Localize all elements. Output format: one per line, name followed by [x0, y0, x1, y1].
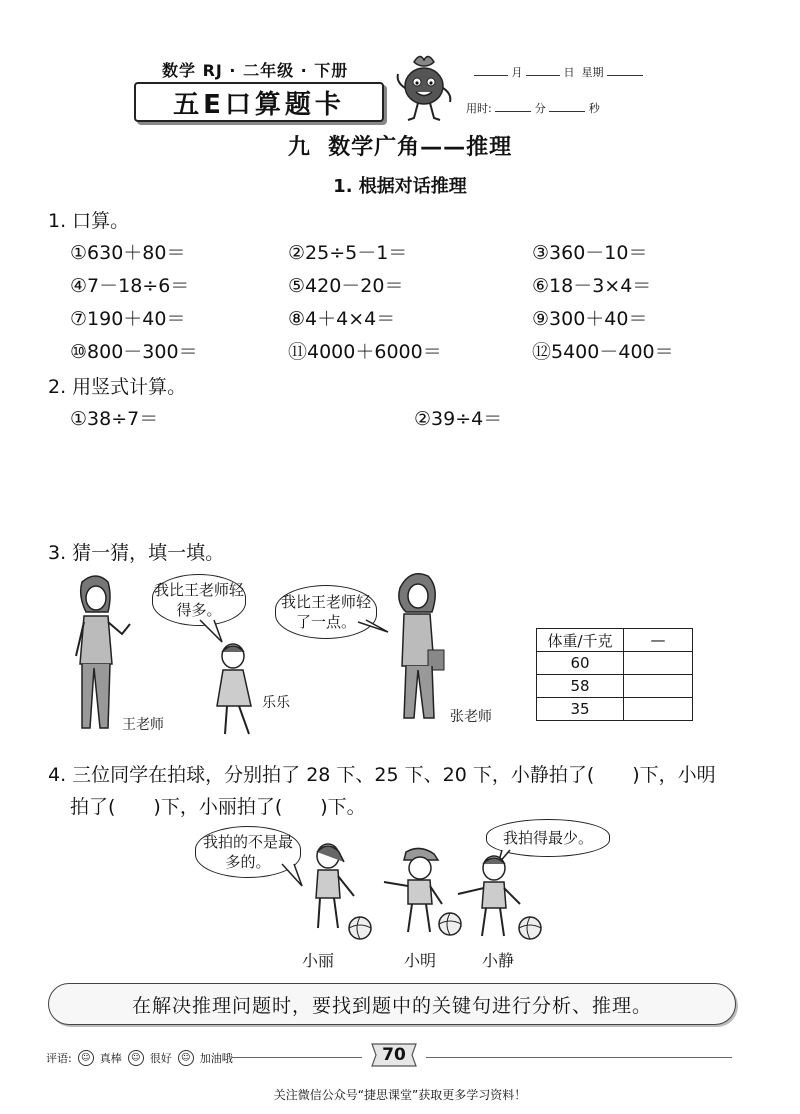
subject-grade-label: 数学 RJ · 二年级 · 下册 [162, 61, 349, 80]
cheer-face-icon: ☺ [178, 1050, 194, 1066]
time-fields [466, 100, 600, 116]
q1-item: ②25÷5－1＝ [288, 242, 408, 264]
mascot-icon [392, 52, 456, 124]
label-teacher-wang: 王老师 [122, 717, 164, 733]
seconds-label: 秒 [588, 102, 600, 115]
table-header-cell: — [624, 629, 693, 652]
q1-item: ①630＋80＝ [70, 242, 186, 264]
bubble-zhang: 我比王老师轻了一点。 [275, 585, 377, 639]
answer-cell[interactable] [624, 698, 693, 721]
label-xiaojing: 小静 [482, 951, 515, 970]
bubble-xiaojing: 我拍得最少。 [486, 819, 610, 857]
minutes-label: 分 [534, 102, 546, 115]
q1-item: ④7－18÷6＝ [70, 275, 190, 297]
q1-item: ⑦190＋40＝ [70, 308, 186, 330]
q1-item: ⑩800－300＝ [70, 341, 198, 363]
evaluation-option[interactable]: 很好 [149, 1052, 172, 1065]
table-row [537, 652, 693, 675]
weight-value: 60 [537, 652, 624, 675]
title-badge: 五E口算题卡 [134, 82, 384, 122]
bubble-tail-zhang [356, 618, 390, 642]
xiaojing-figure [454, 852, 548, 946]
bubble-xiaoli: 我拍的不是最多的。 [195, 826, 301, 878]
q1-item: ⑫5400－400＝ [532, 341, 674, 363]
month-blank[interactable] [474, 65, 508, 76]
q1-item: ⑤420－20＝ [288, 275, 404, 297]
footer-divider-left [232, 1057, 362, 1058]
q2-heading: 2. 用竖式计算。 [48, 376, 187, 398]
day-blank[interactable] [526, 65, 560, 76]
label-teacher-zhang: 张老师 [450, 709, 492, 725]
q1-heading: 1. 口算。 [48, 210, 130, 232]
q1-item: ⑨300＋40＝ [532, 308, 648, 330]
weight-table [536, 628, 693, 721]
xiaoming-figure [378, 846, 464, 942]
q1-item: ⑪4000＋6000＝ [288, 341, 442, 363]
day-label: 日 [563, 66, 575, 79]
evaluation-option[interactable]: 真棒 [99, 1052, 122, 1065]
table-row [537, 675, 693, 698]
answer-cell[interactable] [624, 675, 693, 698]
section-title: 1. 根据对话推理 [333, 176, 467, 197]
table-header-cell: 体重/千克 [537, 629, 624, 652]
weight-value: 58 [537, 675, 624, 698]
q1-item: ⑥18－3×4＝ [532, 275, 652, 297]
xiaoli-figure [298, 838, 380, 942]
q2-item: ①38÷7＝ [70, 408, 159, 430]
thumbs-up-face-icon: ☺ [78, 1050, 94, 1066]
label-xiaoli: 小丽 [302, 951, 335, 970]
table-row [537, 698, 693, 721]
bubble-lele: 我比王老师轻得多。 [152, 574, 246, 626]
time-label: 用时: [466, 102, 492, 115]
q1-item: ⑧4＋4×4＝ [288, 308, 396, 330]
q2-item: ②39÷4＝ [414, 408, 503, 430]
smile-face-icon: ☺ [128, 1050, 144, 1066]
q4-line2: 拍了( )下，小丽拍了( )下。 [70, 796, 366, 818]
month-label: 月 [511, 66, 523, 79]
teacher-wang-figure [60, 572, 150, 736]
weekday-label: 星期 [581, 66, 604, 79]
q3-heading: 3. 猜一猜，填一填。 [48, 542, 225, 564]
bottom-note: 关注微信公众号“捷思课堂”获取更多学习资料！ [273, 1088, 527, 1102]
evaluation-option[interactable]: 加油哦 [199, 1052, 233, 1065]
answer-cell[interactable] [624, 652, 693, 675]
chapter-title: 九 数学广角——推理 [287, 135, 513, 160]
weight-value: 35 [537, 698, 624, 721]
footer-divider-right [426, 1057, 732, 1058]
label-lele: 乐乐 [262, 695, 290, 711]
minutes-blank[interactable] [495, 101, 531, 112]
q1-item: ③360－10＝ [532, 242, 648, 264]
seconds-blank[interactable] [549, 101, 585, 112]
label-xiaoming: 小明 [404, 951, 437, 970]
lele-figure [205, 640, 265, 740]
table-header-row [537, 629, 693, 652]
teacher-zhang-figure [388, 568, 458, 726]
page-number: 70 [382, 1045, 406, 1065]
evaluation-label: 评语: [46, 1052, 72, 1065]
weekday-blank[interactable] [607, 65, 643, 76]
evaluation-row [46, 1050, 233, 1066]
q4-line1: 4. 三位同学在拍球，分别拍了 28 下、25 下、20 下，小静拍了( )下，小明 [48, 764, 716, 786]
date-fields [474, 64, 643, 80]
summary-tip: 在解决推理问题时，要找到题中的关键句进行分析、推理。 [48, 983, 736, 1025]
